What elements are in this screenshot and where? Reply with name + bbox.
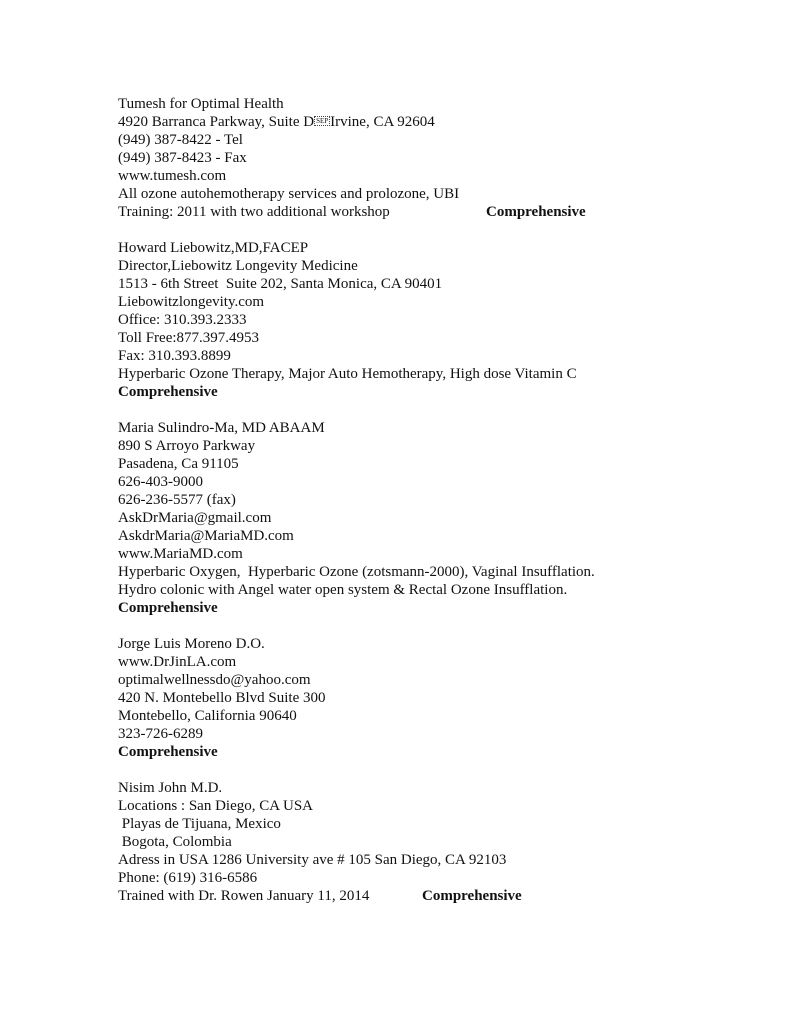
provider-level: Comprehensive: [486, 204, 586, 220]
provider-phone: 323-726-6289: [118, 726, 203, 742]
provider-name: Jorge Luis Moreno D.O.: [118, 636, 265, 652]
provider-entry-liebowitz: [118, 239, 758, 401]
provider-office: Office: 310.393.2333: [118, 312, 247, 328]
provider-entry-moreno: [118, 635, 758, 761]
provider-services-2: Hydro colonic with Angel water open system & Rectal Ozone Insufflation.: [118, 582, 568, 598]
provider-address-line1: 420 N. Montebello Blvd Suite 300: [118, 690, 326, 706]
provider-email-1: AskDrMaria@gmail.com: [118, 510, 272, 526]
provider-fax: (949) 387-8423 - Fax: [118, 150, 247, 166]
provider-name: Maria Sulindro-Ma, MD ABAAM: [118, 420, 325, 436]
document-page: [118, 95, 758, 923]
provider-level: Comprehensive: [118, 384, 218, 400]
provider-training: Training: 2011 with two additional workshop: [118, 204, 390, 220]
provider-services: Hyperbaric Ozone Therapy, Major Auto Hemotherapy, High dose Vitamin C: [118, 366, 577, 382]
provider-entry-tumesh: [118, 95, 758, 221]
provider-level: Comprehensive: [118, 744, 218, 760]
provider-fax: 626-236-5577 (fax): [118, 492, 236, 508]
provider-email: optimalwellnessdo@yahoo.com: [118, 672, 311, 688]
separator-glyph: SEP: [316, 117, 329, 126]
provider-locations-3: Bogota, Colombia: [118, 834, 232, 850]
provider-title: Director,Liebowitz Longevity Medicine: [118, 258, 358, 274]
provider-tel: (949) 387-8422 - Tel: [118, 132, 243, 148]
provider-name: Howard Liebowitz,MD,FACEP: [118, 240, 309, 256]
provider-address: [118, 113, 758, 131]
provider-phone: 626-403-9000: [118, 474, 203, 490]
provider-address-line2: Pasadena, Ca 91105: [118, 456, 239, 472]
provider-email-2: AskdrMaria@MariaMD.com: [118, 528, 294, 544]
provider-website: Liebowitzlongevity.com: [118, 294, 265, 310]
provider-phone: Phone: (619) 316-6586: [118, 870, 258, 886]
provider-address: 1513 - 6th Street Suite 202, Santa Monica, CA 90401: [118, 276, 443, 292]
provider-tollfree: Toll Free:877.397.4953: [118, 330, 260, 346]
provider-fax: Fax: 310.393.8899: [118, 348, 231, 364]
provider-entry-john: [118, 779, 758, 905]
provider-website: www.MariaMD.com: [118, 546, 243, 562]
provider-locations-1: Locations : San Diego, CA USA: [118, 798, 313, 814]
provider-website: www.DrJinLA.com: [118, 654, 237, 670]
provider-name: Tumesh for Optimal Health: [118, 96, 284, 112]
provider-training: Trained with Dr. Rowen January 11, 2014: [118, 888, 370, 904]
provider-training-row: [118, 887, 758, 905]
provider-name: Nisim John M.D.: [118, 780, 223, 796]
provider-address-line2: Montebello, California 90640: [118, 708, 297, 724]
provider-level: Comprehensive: [422, 888, 522, 904]
provider-locations-2: Playas de Tijuana, Mexico: [118, 816, 281, 832]
provider-website: www.tumesh.com: [118, 168, 227, 184]
provider-services-1: Hyperbaric Oxygen, Hyperbaric Ozone (zotsmann-2000), Vaginal Insufflation.: [118, 564, 595, 580]
provider-address: Adress in USA 1286 University ave # 105 San Diego, CA 92103: [118, 852, 507, 868]
provider-address-line1: 890 S Arroyo Parkway: [118, 438, 256, 454]
address-part-2: Irvine, CA 92604: [330, 114, 435, 130]
address-part-1: 4920 Barranca Parkway, Suite D: [118, 114, 315, 130]
provider-training-row: [118, 203, 758, 221]
provider-entry-sulindro: [118, 419, 758, 617]
provider-services: All ozone autohemotherapy services and prolozone, UBI: [118, 186, 460, 202]
provider-level: Comprehensive: [118, 600, 218, 616]
